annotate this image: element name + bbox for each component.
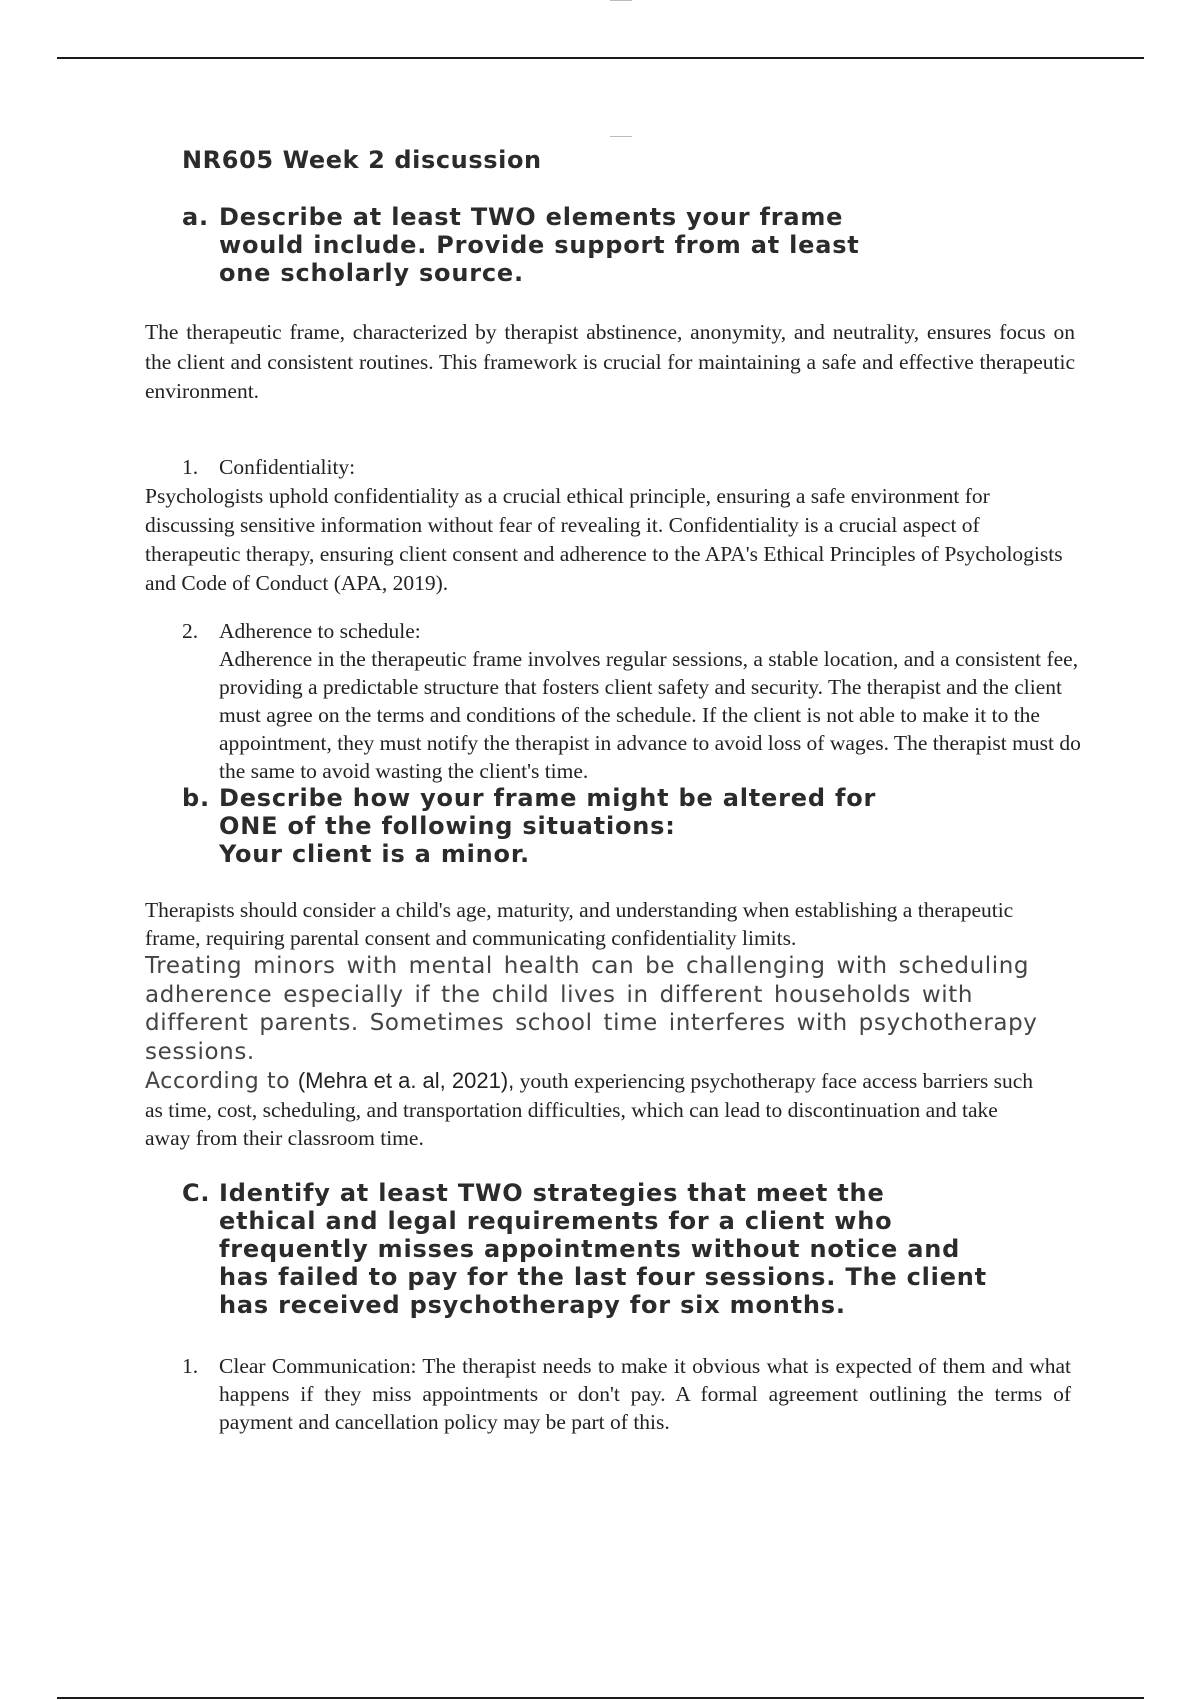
- section-b-heading-line: Your client is a minor.: [219, 840, 530, 868]
- section-c-heading-line: Identify at least TWO strategies that meet the: [219, 1179, 885, 1207]
- item-number: 1.: [182, 455, 199, 479]
- footer-rule: [57, 1697, 1144, 1699]
- item-number: 2.: [182, 619, 199, 643]
- section-b-heading: [182, 784, 1082, 874]
- section-c-heading-line: ethical and legal requirements for a client who: [219, 1207, 893, 1235]
- page-mark: [610, 136, 632, 137]
- para-rest: youth experiencing psychotherapy face access barriers such as time, cost, scheduling, and transportation difficulties, which can lead to discontinuation and take away from their classroom time.: [145, 1069, 1034, 1150]
- section-a-intro: The therapeutic frame, characterized by therapist abstinence, anonymity, and neutrality, ensures focus on the client and consistent routines. This framework is crucial for maintaining a safe and effective therapeutic environment.: [145, 320, 1075, 403]
- top-mark: [610, 0, 632, 1]
- section-a-item-1: [182, 453, 1082, 483]
- section-c-label: C.: [182, 1179, 211, 1207]
- para-lead: According to: [145, 1069, 298, 1094]
- section-b-para-3: [145, 1067, 1045, 1152]
- section-b-para-2: Treating minors with mental health can be challenging with scheduling adherence especially if the child lives in different households with different parents. Sometimes school time interferes with psychotherapy sessions.: [145, 953, 1038, 1065]
- section-b-para-1: Therapists should consider a child's age, maturity, and understanding when establishing a therapeutic frame, requiring parental consent and communicating confidentiality limits.: [145, 898, 1014, 950]
- item-body: Adherence in the therapeutic frame involves regular sessions, a stable location, and a consistent fee, providing a predictable structure that fosters client safety and security. The therapist and the client must agree on the terms and conditions of the schedule. If the client is not able to make it to the appointment, they must notify the therapist in advance to avoid loss of wages. The therapist must do the same to avoid wasting the client's time.: [219, 646, 1081, 783]
- section-a-heading-line: one scholarly source.: [219, 259, 524, 287]
- section-c-heading-line: frequently misses appointments without notice and: [219, 1235, 961, 1263]
- section-b-heading-line: Describe how your frame might be altered for: [219, 784, 877, 812]
- document-title: NR605 Week 2 discussion: [182, 146, 542, 174]
- section-c-heading-line: has received psychotherapy for six months.: [219, 1291, 846, 1319]
- section-c-heading: [182, 1179, 1102, 1329]
- item-number: 1.: [182, 1354, 199, 1378]
- item-title: Adherence to schedule:: [219, 619, 421, 643]
- section-a-label: a.: [182, 203, 209, 231]
- section-a-heading-line: would include. Provide support from at least: [219, 231, 860, 259]
- section-a-item-1-body: Psychologists uphold confidentiality as a crucial ethical principle, ensuring a safe environment for discussing sensitive information without fear of revealing it. Confidentiality is a crucial aspect of therapeutic therapy, ensuring client consent and adherence to the APA's Ethical Principles of Psychologists and Code of Conduct (APA, 2019).: [145, 484, 1063, 595]
- item-title: Confidentiality:: [219, 455, 356, 479]
- section-c-heading-line: has failed to pay for the last four sessions. The client: [219, 1263, 987, 1291]
- section-b-heading-line: ONE of the following situations:: [219, 812, 676, 840]
- header-rule: [57, 57, 1144, 59]
- section-a-heading-line: Describe at least TWO elements your frame: [219, 203, 844, 231]
- section-a-heading: [182, 203, 1082, 293]
- section-a-item-2: [182, 617, 1102, 787]
- section-c-item-1: [182, 1352, 1082, 1442]
- section-b-label: b.: [182, 784, 210, 812]
- item-body: Clear Communication: The therapist needs to make it obvious what is expected of them and what happens if they miss appointments or don't pay. A formal agreement outlining the terms of payment and cancellation policy may be part of this.: [219, 1354, 1071, 1434]
- citation: (Mehra et a. al, 2021),: [297, 1068, 515, 1093]
